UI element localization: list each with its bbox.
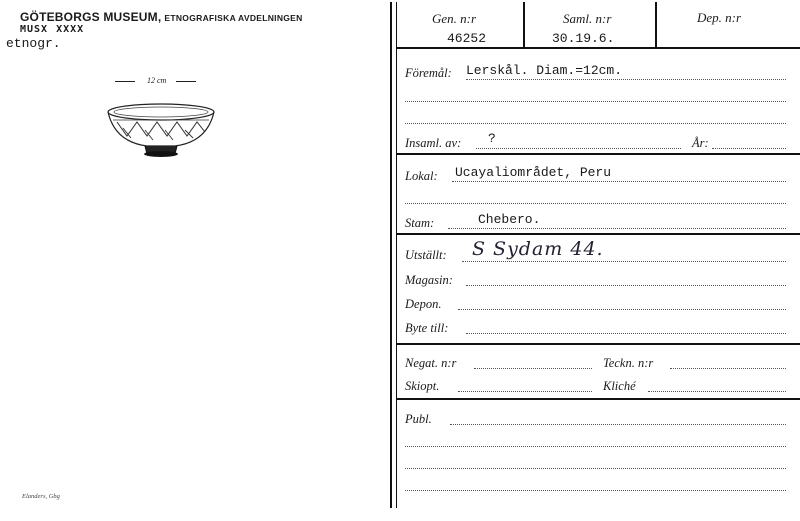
stam-line bbox=[448, 228, 786, 229]
col-divider-1 bbox=[523, 2, 525, 47]
scale-bar-left bbox=[115, 81, 135, 82]
section-line-4 bbox=[396, 398, 800, 400]
depon-label: Depon. bbox=[405, 297, 442, 311]
struck-word-2: XXXX bbox=[56, 24, 85, 35]
publ-label: Publ. bbox=[405, 412, 432, 426]
gen-value: 46252 bbox=[447, 31, 487, 46]
stam-value: Chebero. bbox=[478, 212, 541, 227]
foremal-label: Föremål: bbox=[405, 66, 452, 80]
teckn-label: Teckn. n:r bbox=[603, 356, 654, 370]
foremal-line bbox=[466, 79, 786, 80]
department-name: ETNOGRAFISKA AVDELNINGEN bbox=[164, 13, 303, 23]
card-left-border bbox=[390, 2, 392, 508]
publ-line-2 bbox=[405, 446, 786, 447]
museum-name: GÖTEBORGS MUSEUM, bbox=[20, 10, 162, 24]
insaml-value: ? bbox=[488, 131, 496, 146]
lokal-label: Lokal: bbox=[405, 169, 438, 183]
museum-header bbox=[20, 10, 303, 24]
depon-line bbox=[458, 309, 786, 310]
col-divider-2 bbox=[655, 2, 657, 47]
utstallt-value: S Sydam 44. bbox=[472, 238, 604, 260]
insaml-label: Insaml. av: bbox=[405, 136, 462, 150]
utstallt-label: Utställt: bbox=[405, 248, 447, 262]
dep-label: Dep. n:r bbox=[697, 10, 742, 25]
negat-label: Negat. n:r bbox=[405, 356, 457, 370]
byte-line bbox=[466, 333, 786, 334]
foremal-line-2 bbox=[405, 101, 786, 102]
stam-label: Stam: bbox=[405, 216, 435, 230]
skiopt-line bbox=[458, 391, 592, 392]
lokal-line-2 bbox=[405, 203, 786, 204]
ar-line bbox=[712, 148, 786, 149]
insaml-line bbox=[476, 148, 681, 149]
printer-mark: Elanders, Gbg bbox=[22, 493, 60, 500]
bowl-sketch-icon bbox=[105, 100, 220, 162]
saml-label: Saml. n:r bbox=[563, 11, 612, 26]
section-line-3 bbox=[396, 343, 800, 345]
ar-label: År: bbox=[692, 136, 709, 150]
negat-line bbox=[474, 368, 592, 369]
header-row-line bbox=[396, 47, 800, 49]
kliche-line bbox=[648, 391, 786, 392]
publ-line bbox=[450, 424, 786, 425]
struck-text bbox=[20, 24, 92, 35]
publ-line-4 bbox=[405, 490, 786, 491]
teckn-line bbox=[670, 368, 786, 369]
scale-bar-right bbox=[176, 81, 196, 82]
kliche-label: Kliché bbox=[603, 379, 636, 393]
gen-label: Gen. n:r bbox=[432, 11, 477, 26]
scale-label: 12 cm bbox=[147, 76, 167, 85]
saml-value: 30.19.6. bbox=[552, 31, 615, 46]
lokal-line bbox=[452, 181, 786, 182]
utstallt-line bbox=[462, 261, 786, 262]
card-left-border-inner bbox=[396, 2, 397, 508]
typed-note: etnogr. bbox=[6, 36, 61, 51]
foremal-line-3 bbox=[405, 123, 786, 124]
struck-word-1: MUSX bbox=[20, 24, 49, 35]
magasin-label: Magasin: bbox=[405, 273, 453, 287]
skiopt-label: Skiopt. bbox=[405, 379, 440, 393]
foremal-value: Lerskål. Diam.=12cm. bbox=[466, 63, 623, 78]
section-line-2 bbox=[396, 233, 800, 235]
magasin-line bbox=[466, 285, 786, 286]
publ-line-3 bbox=[405, 468, 786, 469]
section-line-1 bbox=[396, 153, 800, 155]
lokal-value: Ucayaliområdet, Peru bbox=[455, 165, 612, 180]
byte-label: Byte till: bbox=[405, 321, 449, 335]
